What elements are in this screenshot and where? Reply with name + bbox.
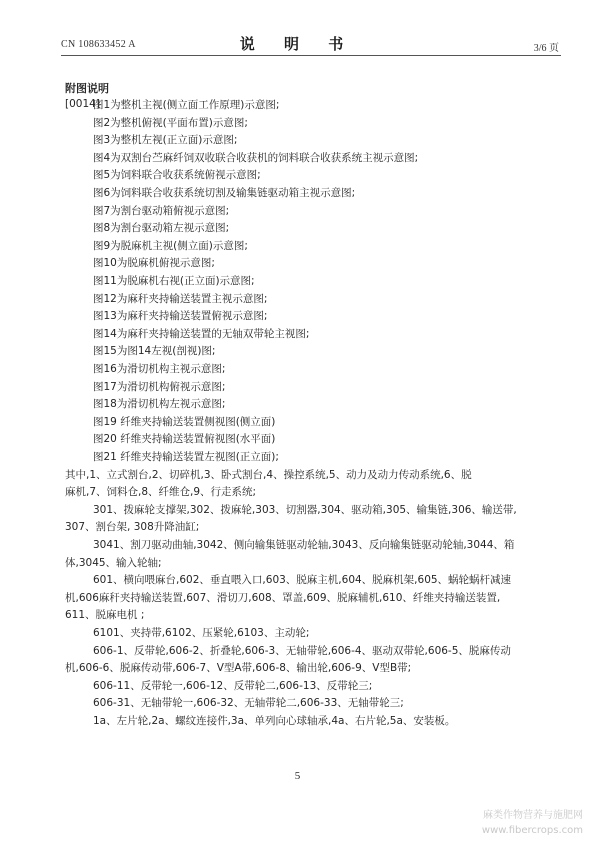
component-description-line: 606-1、反带轮,606-2、折叠轮,606-3、无轴带轮,606-4、驱动双带轮,606-5、脱麻传动 [93, 644, 511, 657]
component-description-line: 其中,1、立式割台,2、切碎机,3、卧式割台,4、操控系统,5、动力及动力传动系统,6、脱 [65, 468, 472, 481]
page-info: 3/6 页 [533, 43, 559, 54]
component-description-line: 1a、左片轮,2a、螺纹连接件,3a、单列向心球轴承,4a、右片轮,5a、安装板。 [93, 715, 456, 727]
document-title: 说 明 书 [239, 35, 356, 53]
figure-list-item: 图21 纤维夹持输送装置左视图(正立面); [93, 451, 279, 463]
figure-list-item: 图5为饲料联合收获系统俯视示意图; [93, 169, 261, 182]
header-divider [61, 55, 561, 56]
figure-list-item: 图10为脱麻机俯视示意图; [93, 257, 215, 270]
figure-list-item: 图6为饲料联合收获系统切割及输集链驱动箱主视示意图; [93, 187, 356, 199]
figure-list-item: 图20 纤维夹持输送装置俯视图(水平面) [93, 433, 276, 446]
figure-list-item: 图2为整机俯视(平面布置)示意图; [93, 116, 248, 129]
component-description-line: 体,3045、输入轮轴; [65, 556, 162, 569]
document-number: CN 108633452 A [61, 39, 136, 50]
component-description-line: 307、割台架, 308升降油缸; [65, 521, 200, 534]
figure-list-item: 图15为图14左视(剖视)图; [93, 345, 216, 358]
component-description-line: 606-11、反带轮一,606-12、反带轮二,606-13、反带轮三; [93, 679, 373, 692]
figure-list-item: 图16为滑切机构主视示意图; [93, 363, 226, 375]
figure-list-item: 图3为整机左视(正立面)示意图; [93, 134, 238, 147]
component-description-line: 6101、夹持带,6102、压紧轮,6103、主动轮; [93, 627, 310, 639]
page-number: 5 [294, 770, 301, 782]
figure-list-item: 图11为脱麻机右视(正立面)示意图; [93, 275, 255, 287]
component-description-line: 606-31、无轴带轮一,606-32、无轴带轮二,606-33、无轴带轮三; [93, 697, 404, 710]
section-heading: 附图说明 [65, 82, 109, 95]
figure-list-item: 图17为滑切机构俯视示意图; [93, 380, 226, 393]
component-description-line: 301、拨麻轮支撑架,302、拨麻轮,303、切割器,304、驱动箱,305、输集链,306、输送带, [93, 503, 517, 516]
figure-list-item: 图9为脱麻机主视(侧立面)示意图; [93, 239, 248, 252]
site-watermark [482, 808, 583, 838]
figure-list-item: 图13为麻秆夹持输送装置俯视示意图; [93, 310, 268, 323]
figure-list-item: 图19 纤维夹持输送装置侧视图(侧立面) [93, 415, 276, 428]
watermark-line-2: www.fibercrops.com [481, 825, 583, 836]
figure-list-item: 图4为双割台苎麻纤饲双收联合收获机的饲料联合收获系统主视示意图; [93, 151, 419, 164]
component-description-line: 611、脱麻电机 ; [65, 609, 145, 622]
watermark-line-1: 麻类作物营养与施肥网 [483, 810, 583, 821]
figure-list-item: 图18为滑切机构左视示意图; [93, 398, 226, 411]
component-description-line: 3041、割刀驱动曲轴,3042、侧向输集链驱动轮轴,3043、反向输集链驱动轮轴,3044、箱 [93, 539, 515, 551]
figure-list-item: 图12为麻秆夹持输送装置主视示意图; [93, 292, 268, 305]
paragraph-number: [0014] [65, 98, 100, 110]
figure-list-item: 图7为割台驱动箱俯视示意图; [93, 204, 230, 217]
component-description-line: 机,606麻秆夹持输送装置,607、滑切刀,608、罩盖,609、脱麻辅机,610、纤维夹持输送装置, [65, 591, 501, 604]
component-description-line: 机,606-6、脱麻传动带,606-7、V型A带,606-8、输出轮,606-9、V型B带; [65, 662, 412, 675]
component-description-line: 601、横向喂麻台,602、垂直喂入口,603、脱麻主机,604、脱麻机架,605、蜗轮蜗杆减速 [93, 574, 512, 587]
component-description-line: 麻机,7、饲料仓,8、纤维仓,9、行走系统; [65, 486, 257, 499]
figure-list-item: 图8为割台驱动箱左视示意图; [93, 222, 230, 235]
figure-list-item: 图14为麻秆夹持输送装置的无轴双带轮主视图; [93, 327, 310, 340]
figure-list-item: 图1为整机主视(侧立面工作原理)示意图; [93, 99, 280, 111]
